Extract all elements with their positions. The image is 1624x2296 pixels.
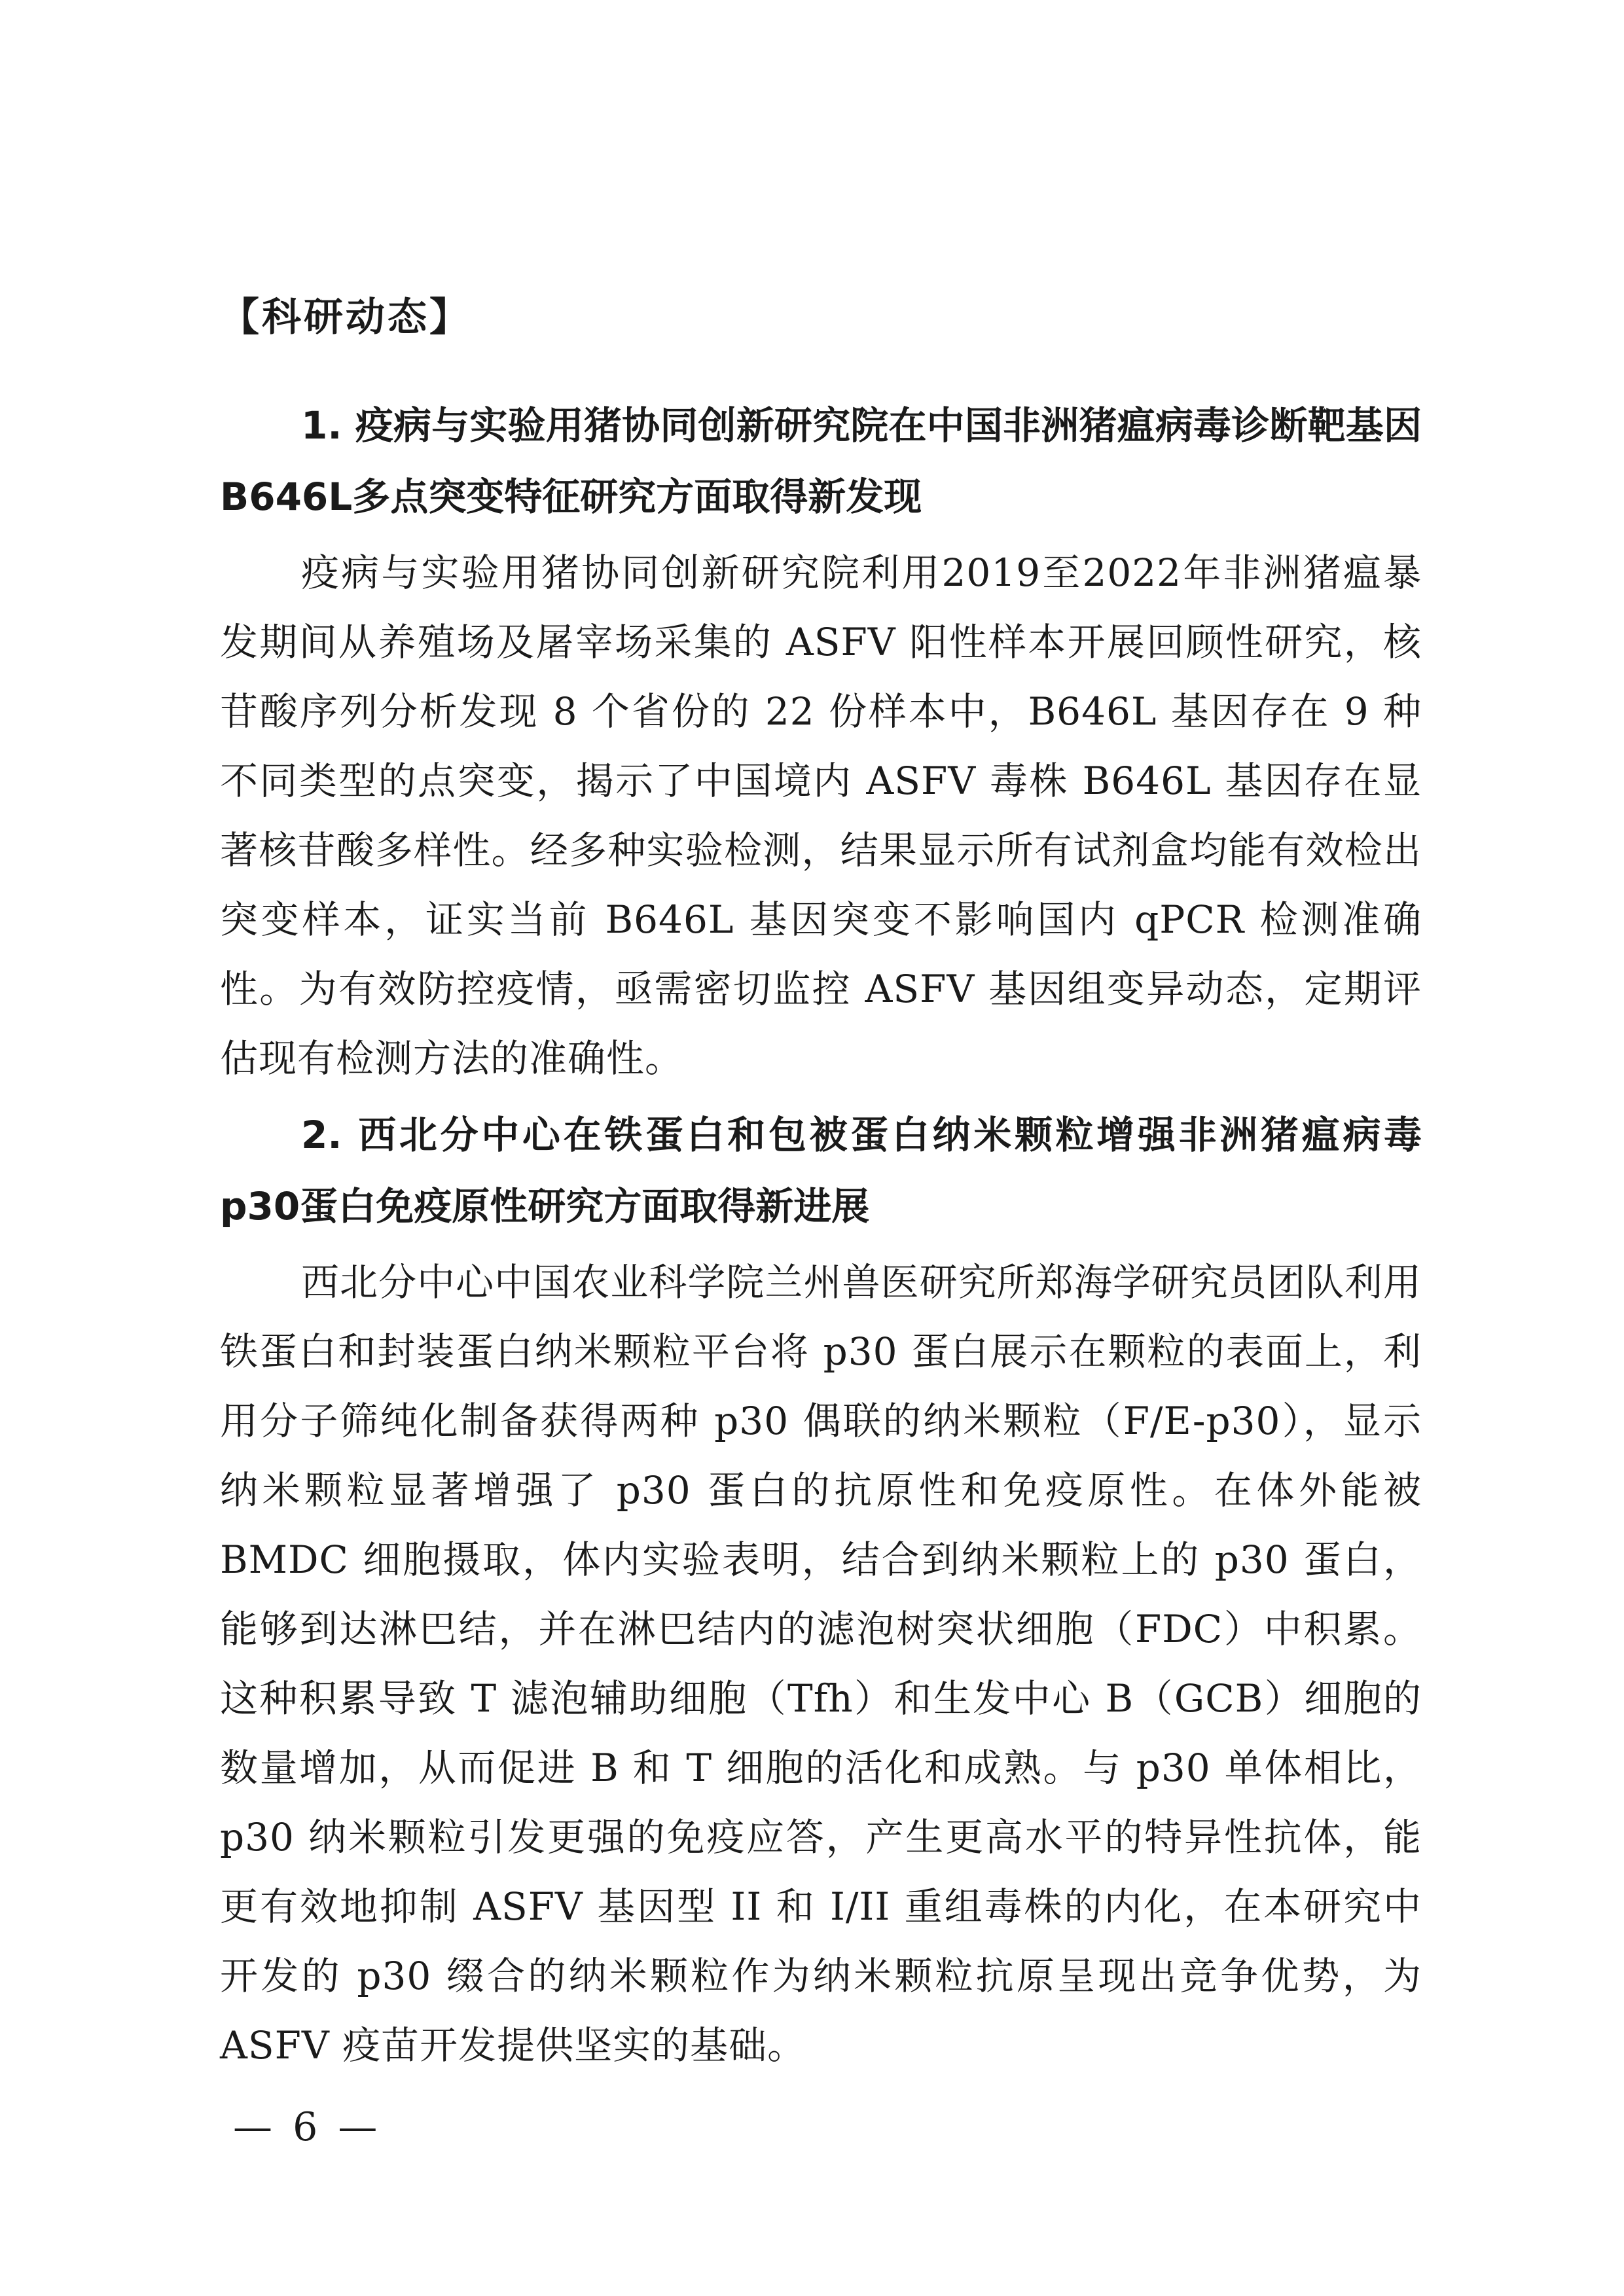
article-1-body: 疫病与实验用猪协同创新研究院利用2019至2022年非洲猪瘟暴发期间从养殖场及屠宰场采集的 ASFV 阳性样本开展回顾性研究，核苷酸序列分析发现 8 个省份的 22 份样本中，B646L 基因存在 9 种不同类型的点突变，揭示了中国境内 ASFV 毒株 B646L 基因存在显著核苷酸多样性。经多种实验检测，结果显示所有试剂盒均能有效检出突变样本，证实当前 B646L 基因突变不影响国内 qPCR 检测准确性。为有效防控疫情，亟需密切监控 ASFV 基因组变异动态，定期评估现有检测方法的准确性。 bbox=[220, 550, 1422, 1081]
content-column bbox=[220, 288, 1422, 2080]
article-2-body: 西北分中心中国农业科学院兰州兽医研究所郑海学研究员团队利用铁蛋白和封装蛋白纳米颗粒平台将 p30 蛋白展示在颗粒的表面上，利用分子筛纯化制备获得两种 p30 偶联的纳米颗粒（F/E-p30），显示纳米颗粒显著增强了 p30 蛋白的抗原性和免疫原性。在体外能被 BMDC 细胞摄取，体内实验表明，结合到纳米颗粒上的 p30 蛋白，能够到达淋巴结，并在淋巴结内的滤泡树突状细胞（FDC）中积累。这种积累导致 T 滤泡辅助细胞（Tfh）和生发中心 B（GCB）细胞的数量增加，从而促进 B 和 T 细胞的活化和成熟。与 p30 单体相比，p30 纳米颗粒引发更强的免疫应答，产生更高水平的特异性抗体，能更有效地抑制 ASFV 基因型 II 和 I/II 重组毒株的内化，在本研究中开发的 p30 缀合的纳米颗粒作为纳米颗粒抗原呈现出竞争优势，为 ASFV 疫苗开发提供坚实的基础。 bbox=[220, 1260, 1422, 2068]
article-2-heading: 2. 西北分中心在铁蛋白和包被蛋白纳米颗粒增强非洲猪瘟病毒p30蛋白免疫原性研究方面取得新进展 bbox=[220, 1113, 1422, 1229]
article-1-heading: 1. 疫病与实验用猪协同创新研究院在中国非洲猪瘟病毒诊断靶基因B646L多点突变特征研究方面取得新发现 bbox=[220, 403, 1422, 519]
page-number: — 6 — bbox=[233, 2104, 382, 2150]
section-tag: 【科研动态】 bbox=[220, 295, 471, 340]
